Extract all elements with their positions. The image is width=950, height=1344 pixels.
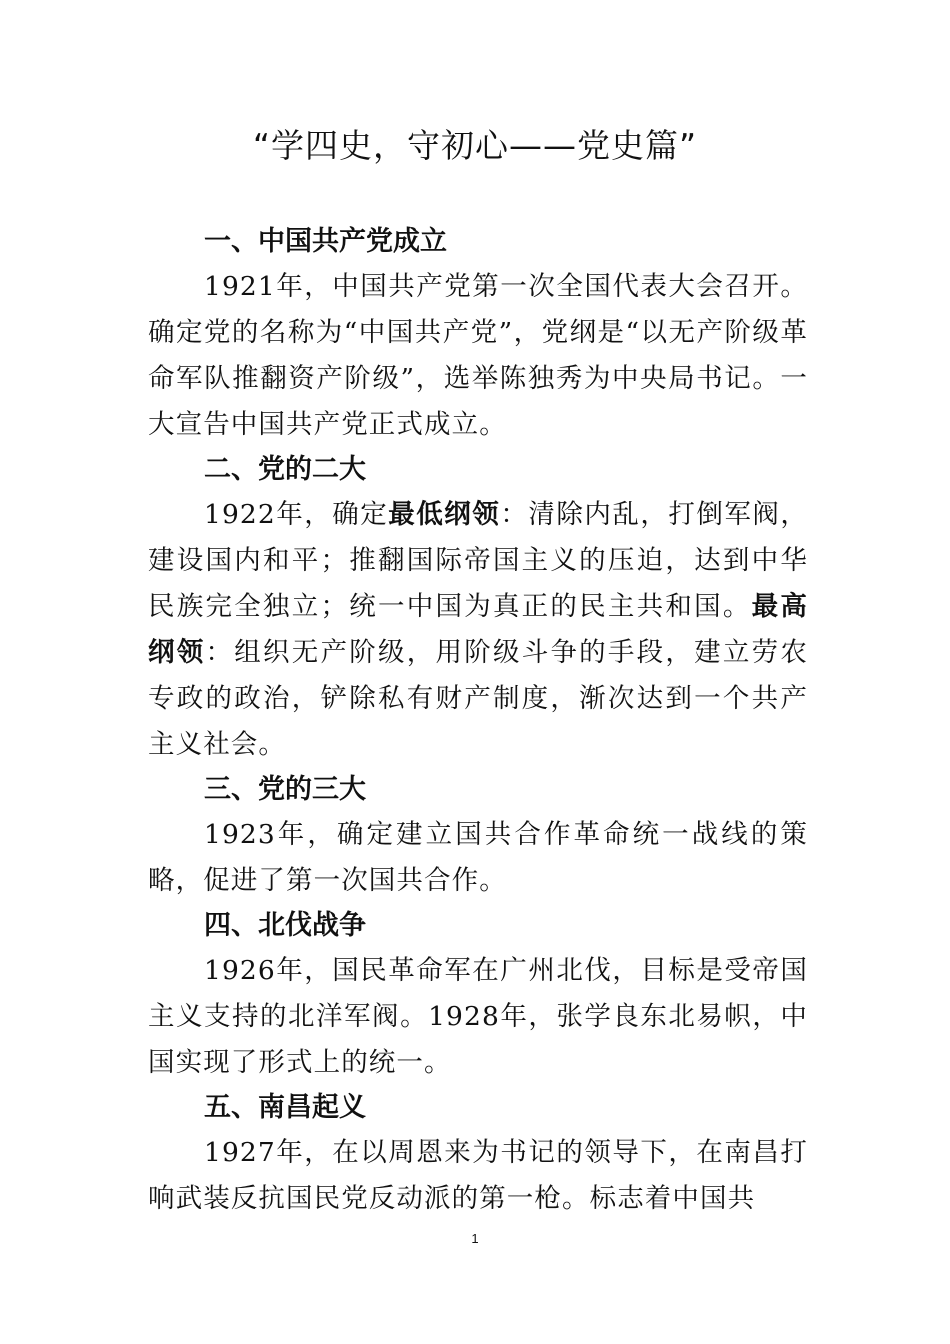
paragraph-text: ：组织无产阶级，用阶级斗争的手段，建立劳农专政的政治，铲除私有财产制度，渐次达到一个共产主义社会。 bbox=[148, 637, 808, 760]
section-paragraph: 1921年，中国共产党第一次全国代表大会召开。确定党的名称为“中国共产党”，党纲是“以无产阶级革命军队推翻资产阶级”，选举陈独秀为中央局书记。一大宣告中国共产党正式成立。 bbox=[148, 271, 808, 440]
section-paragraph: 1927年，在以周恩来为书记的领导下，在南昌打响武装反抗国民党反动派的第一枪。标志着中国共 bbox=[148, 1137, 808, 1214]
paragraph-text: ：清除内乱，打倒军阀，建设国内和平；推翻国际帝国主义的压迫，达到中华民族完全独立；统一中国为真正的民主共和国。 bbox=[148, 499, 808, 622]
page-number: 1 bbox=[471, 1231, 479, 1246]
min-program-label: 最低纲领 bbox=[388, 499, 501, 530]
section-heading: 二、党的二大 bbox=[204, 454, 366, 485]
section-heading: 四、北伐战争 bbox=[204, 910, 366, 941]
section-heading: 五、南昌起义 bbox=[204, 1092, 366, 1123]
max-program-label: 最高纲领 bbox=[148, 591, 809, 668]
section-paragraph: 1926年，国民革命军在广州北伐，目标是受帝国主义支持的北洋军阀。1928年，张学良东北易帜，中国实现了形式上的统一。 bbox=[148, 955, 808, 1078]
section-paragraph: 1923年，确定建立国共合作革命统一战线的策略，促进了第一次国共合作。 bbox=[148, 819, 808, 896]
document-title: “学四史，守初心——党史篇” bbox=[252, 126, 698, 165]
section-paragraph bbox=[148, 492, 808, 768]
section-heading: 一、中国共产党成立 bbox=[204, 226, 447, 257]
document-body bbox=[148, 220, 808, 1222]
paragraph-text: 1922年，确定 bbox=[204, 499, 389, 530]
section-heading: 三、党的三大 bbox=[204, 774, 366, 805]
